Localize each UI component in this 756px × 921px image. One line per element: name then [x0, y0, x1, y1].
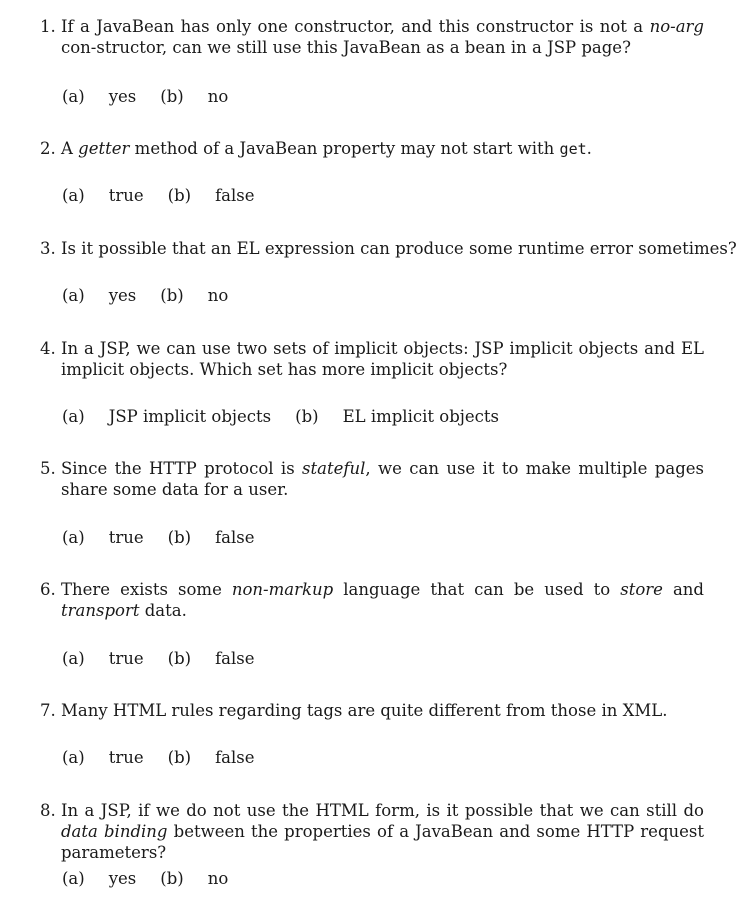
question-number: 6.	[40, 580, 56, 599]
option-b[interactable]: false	[215, 748, 255, 767]
option-a[interactable]: true	[108, 528, 144, 547]
question-number: 2.	[40, 139, 56, 158]
option-a[interactable]: JSP implicit objects	[108, 407, 272, 426]
question-number: 7.	[40, 701, 56, 720]
question-8	[40, 800, 704, 863]
question-5	[40, 458, 704, 500]
option-a[interactable]: yes	[108, 87, 137, 106]
options-7	[62, 747, 279, 768]
option-b[interactable]: no	[207, 286, 229, 305]
question-number: 4.	[40, 339, 56, 358]
options-4	[62, 406, 523, 427]
options-8	[62, 868, 252, 889]
question-number: 1.	[40, 17, 56, 36]
option-a-label: (a)	[62, 87, 85, 106]
question-4	[40, 338, 704, 380]
option-b-label: (b)	[167, 186, 192, 205]
option-a[interactable]: yes	[108, 869, 137, 888]
question-text: Many HTML rules regarding tags are quite different from those in XML.	[61, 701, 668, 720]
option-b[interactable]: no	[207, 869, 229, 888]
option-a[interactable]: true	[108, 649, 144, 668]
option-b-label: (b)	[160, 286, 184, 305]
option-b-label: (b)	[167, 748, 192, 767]
option-a[interactable]: true	[108, 748, 144, 767]
question-number: 8.	[40, 801, 56, 820]
question-number: 5.	[40, 459, 56, 478]
options-1	[62, 86, 252, 107]
option-a[interactable]: yes	[108, 286, 137, 305]
question-3	[40, 238, 737, 259]
option-b[interactable]: false	[215, 528, 255, 547]
question-number: 3.	[40, 239, 56, 258]
question-text: Since the HTTP protocol is stateful, we can use it to make multiple pages share some data for a user.	[61, 459, 704, 499]
option-a-label: (a)	[62, 186, 85, 205]
option-b[interactable]: false	[215, 649, 255, 668]
question-7	[40, 700, 704, 721]
option-a-label: (a)	[62, 748, 85, 767]
question-text: Is it possible that an EL expression can produce some runtime error sometimes?	[61, 239, 737, 258]
question-text: In a JSP, if we do not use the HTML form, is it possible that we can still do data binding between the properties of a JavaBean and some HTTP request parameters?	[61, 801, 705, 862]
option-b[interactable]: false	[215, 186, 255, 205]
option-a-label: (a)	[62, 869, 85, 888]
question-2	[40, 138, 704, 160]
option-a[interactable]: true	[108, 186, 144, 205]
question-1	[40, 16, 704, 58]
option-a-label: (a)	[62, 407, 85, 426]
options-3	[62, 285, 252, 306]
option-a-label: (a)	[62, 286, 85, 305]
option-b[interactable]: no	[207, 87, 229, 106]
question-text: If a JavaBean has only one constructor, and this constructor is not a no-arg con-structor, can we still use this JavaBean as a bean in a JSP page?	[61, 17, 704, 57]
option-b-label: (b)	[160, 87, 184, 106]
option-b-label: (b)	[295, 407, 319, 426]
option-a-label: (a)	[62, 649, 85, 668]
option-b[interactable]: EL implicit objects	[342, 407, 499, 426]
options-2	[62, 185, 279, 206]
option-b-label: (b)	[167, 649, 192, 668]
option-b-label: (b)	[167, 528, 192, 547]
options-6	[62, 648, 279, 669]
question-6	[40, 579, 704, 621]
question-text: In a JSP, we can use two sets of implicit objects: JSP implicit objects and EL implicit objects. Which set has more implicit objects?	[61, 339, 704, 379]
options-5	[62, 527, 279, 548]
question-text: There exists some non-markup language that can be used to store and transport data.	[61, 580, 704, 620]
option-b-label: (b)	[160, 869, 184, 888]
option-a-label: (a)	[62, 528, 85, 547]
question-text: A getter method of a JavaBean property may not start with get.	[61, 139, 592, 158]
